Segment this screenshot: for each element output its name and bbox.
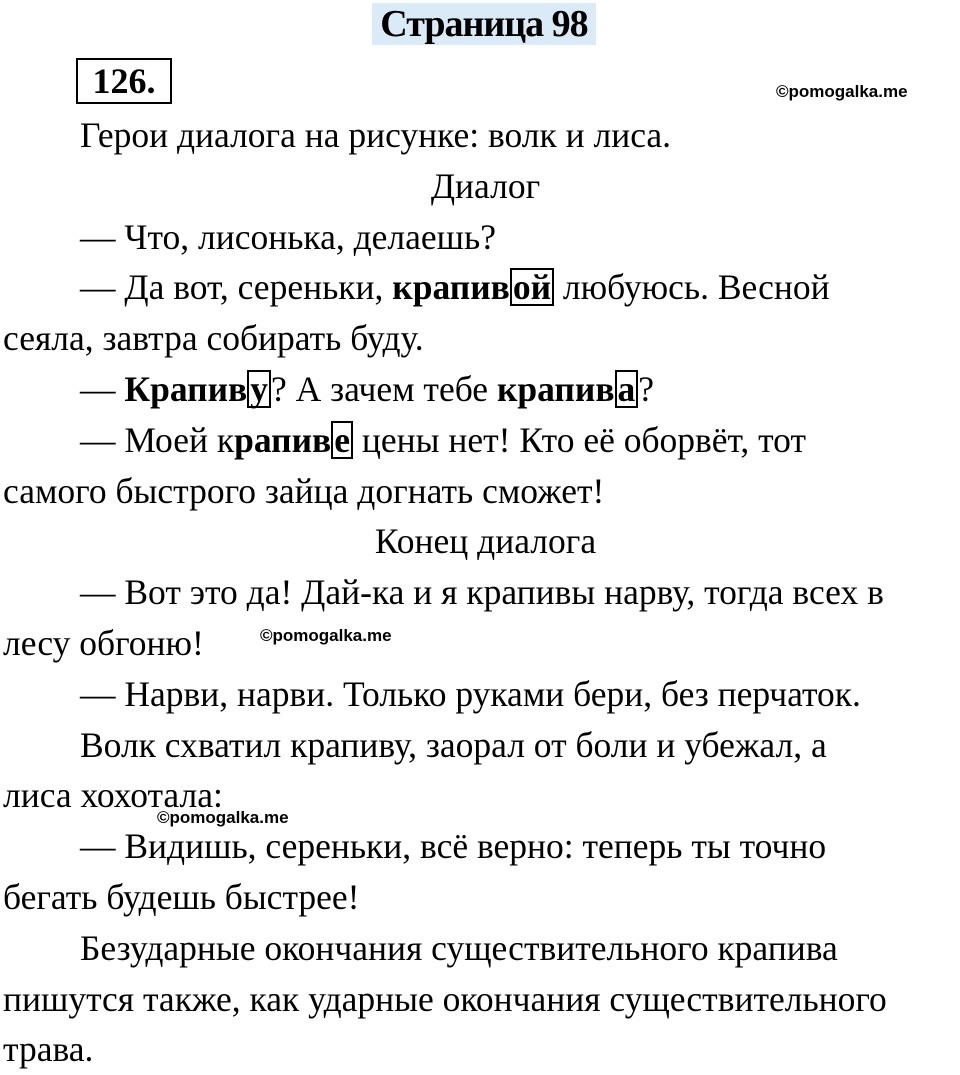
text-line (3, 262, 958, 313)
text-line (3, 161, 958, 212)
watermark: ©pomogalka.me (157, 808, 289, 827)
text-segment: Волк схватил крапиву, заорал от боли и убежал, а (80, 724, 827, 765)
text-segment: трава. (3, 1029, 94, 1070)
text-segment: — (80, 369, 125, 409)
watermark: ©pomogalka.me (776, 82, 908, 101)
text-line (3, 821, 958, 872)
text-line (3, 364, 958, 415)
watermark: ©pomogalka.me (260, 626, 392, 645)
text-segment: любуюсь. Весной (554, 267, 830, 308)
text-line (3, 466, 958, 517)
text-segment: самого быстрого зайца догнать сможет! (3, 470, 605, 511)
text-segment: лиса хохотала: (3, 775, 223, 816)
text-line (3, 669, 958, 720)
text-segment: цены нет! Кто её оборвёт, тот (353, 419, 806, 460)
bold-word: крапив (392, 267, 510, 308)
bold-word: крапив (496, 369, 615, 409)
text-line (3, 872, 958, 923)
text-segment: ? (638, 369, 655, 409)
text-line (3, 974, 958, 1025)
boxed-ending: е (331, 421, 353, 459)
text-line (3, 567, 958, 618)
text-line (3, 923, 958, 974)
text-segment: — Да вот, сереньки, (80, 267, 393, 308)
bold-word: Крапив (124, 369, 248, 409)
text-segment: ? А зачем тебе (270, 369, 497, 409)
text-segment: — Что, лисонька, делаешь? (80, 216, 496, 257)
text-line (3, 770, 958, 821)
page-title: Страница 98 (372, 3, 596, 45)
exercise-number: 126. (76, 58, 172, 104)
text-line (3, 415, 958, 466)
text-line (3, 516, 958, 567)
text-line (3, 618, 958, 669)
text-segment: — Моей к (80, 419, 235, 460)
text-segment: сеяла, завтра собирать буду. (3, 318, 424, 359)
text-segment: Безударные окончания существительного крапива (80, 927, 838, 968)
boxed-ending: а (615, 370, 639, 408)
text-line (3, 313, 958, 364)
text-line (3, 1024, 958, 1075)
boxed-ending: ой (510, 268, 554, 306)
text-line (3, 110, 958, 161)
text-segment: Герои диалога на рисунке: волк и лиса. (80, 115, 672, 155)
text-segment: — Видишь, сереньки, всё верно: теперь ты точно (80, 826, 827, 867)
boxed-ending: у (247, 370, 271, 408)
text-segment: — Нарви, нарви. Только руками бери, без перчаток. (80, 673, 861, 714)
text-segment: — Вот это да! Дай-ка и я крапивы нарву, тогда всех в (80, 572, 884, 613)
text-segment: Диалог (430, 165, 541, 206)
text-segment: бегать будешь быстрее! (3, 877, 360, 917)
text-line (3, 720, 958, 771)
text-segment: Конец диалога (374, 521, 597, 562)
text-segment: лесу обгоню! (3, 623, 204, 663)
text-line (3, 212, 958, 263)
text-segment: пишутся также, как ударные окончания существительного (3, 978, 887, 1019)
bold-word: рапив (234, 419, 332, 460)
